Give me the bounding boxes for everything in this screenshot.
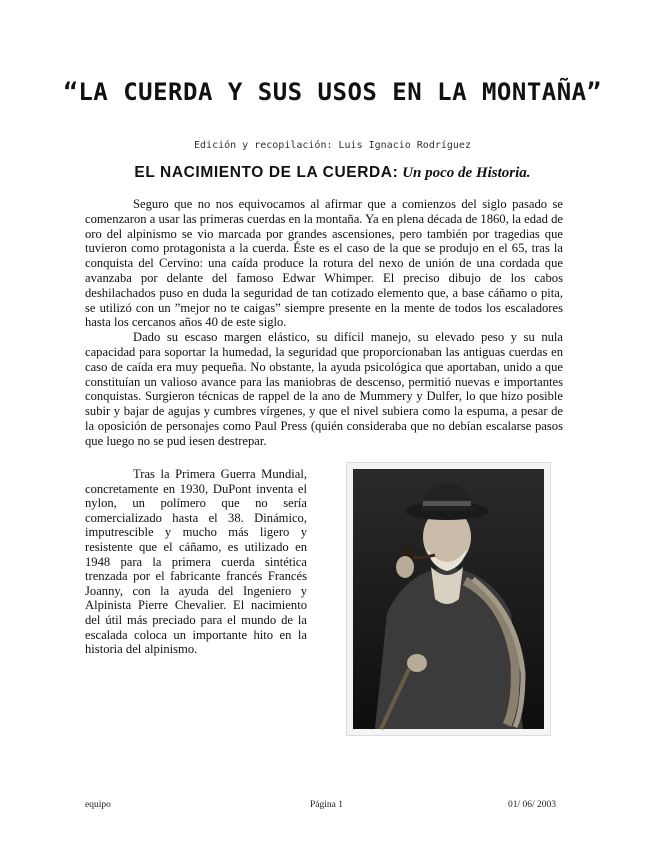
- paragraph: Seguro que no nos equivocamos al afirmar que a comienzos del siglo pasado se comenzaron a usar las primeras cuerdas en la montaña. Ya en plena década de 1860, la edad de oro del alpinismo se vio marcada por grandes ascensiones, pero también por tragedias que tuvieron como protagonista a la cuerda. Éste es el caso de la que se produjo en el 65, tras la conquista del Cervino: una caída produce la rotura del nexo de unión de una cordada que avanzaba por delante del famoso Edwar Whimper. El preciso dibujo de los cabos deshilachados puso en duda la seguridad de tan cotizado elemento que, a base cáñamo o pita, se utilizó con un ”mejor no te caigas” siempre presente en la mente de todos los escaladores hasta los cercanos años 40 de este siglo.: [85, 197, 563, 330]
- section-heading-main: EL NACIMIENTO DE LA CUERDA:: [134, 164, 399, 181]
- body-text: [85, 197, 563, 449]
- footer-page-number: Página 1: [310, 800, 343, 810]
- paragraph: Dado su escaso margen elástico, su difícil manejo, su elevado peso y su nula capacidad para soportar la humedad, la seguridad que proporcionaban las antiguas cuerdas en caso de caída era muy pequeña. No obstante, la ayuda psicológica que aportaban, unido a que constituían un valioso avance para las maniobras de descenso, permitió nuevas e importantes conquistas. Surgieron técnicas de rappel de la ano de Mummery y Dulfer, lo que hizo posible subir y bajar de agujas y cumbres vírgenes, y que el nivel subiera como la espuma, a pesar de la oposición de personajes como Paul Press (quién consideraba que no debían escalarse pasos que luego no se pud iesen destrepar.: [85, 330, 563, 448]
- section-heading-sub: Un poco de Historia.: [402, 165, 531, 181]
- document-title: “LA CUERDA Y SUS USOS EN LA MONTAÑA”: [63, 78, 602, 106]
- mountaineer-photo: [346, 462, 551, 736]
- footer-left: equipo: [85, 800, 111, 810]
- credit-line: Edición y recopilación: Luis Ignacio Rodríguez: [194, 140, 471, 151]
- section-heading: [60, 164, 605, 182]
- footer-date: 01/ 06/ 2003: [508, 800, 557, 810]
- column-paragraph: Tras la Primera Guerra Mundial, concretamente en 1930, DuPont inventa el nylon, un polímero que no sería comercializado hasta el 38. Dinámico, imputrescible y mucho más ligero y resistente que el cáñamo, es utilizado en 1948 para la primera cuerda sintética trenzada por el fabricante francés Francés Joanny, con la ayuda del Ingeniero y Alpinista Pierre Chevalier. El nacimiento del útil más preciado para el mundo de la escalada coloca un importante hito en la historia del alpinismo.: [85, 467, 307, 657]
